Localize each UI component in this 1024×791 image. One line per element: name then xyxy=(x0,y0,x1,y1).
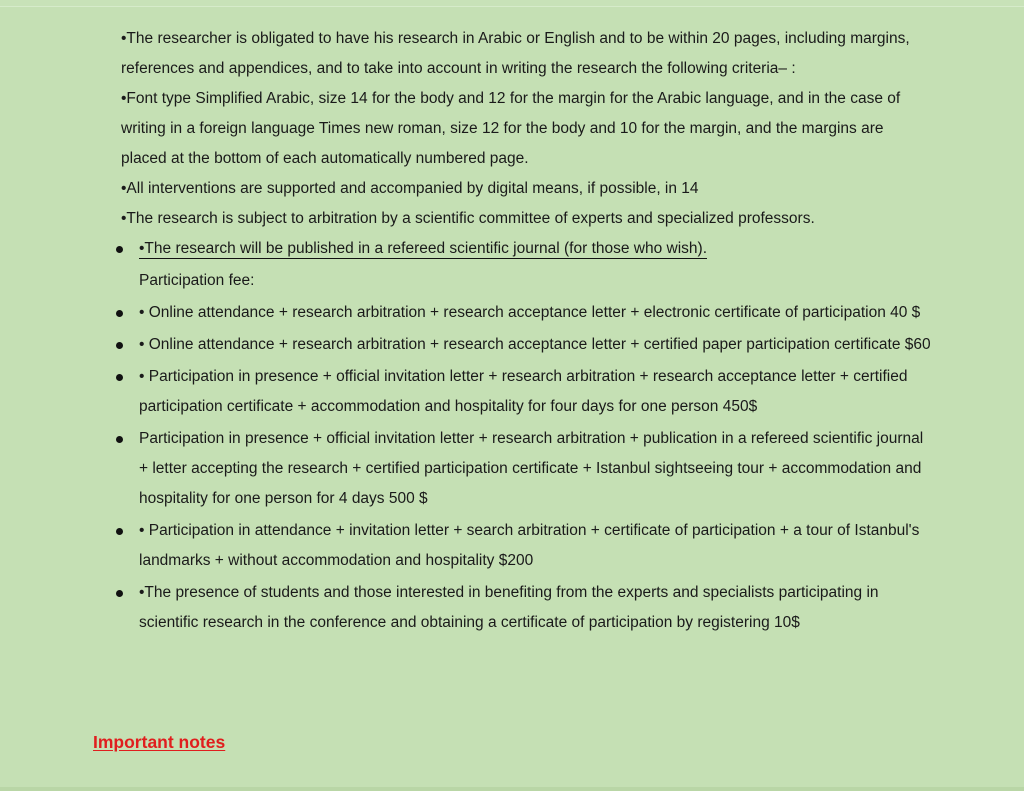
list-item-fee-presence-500 xyxy=(112,424,932,514)
requirement-length: •The researcher is obligated to have his research in Arabic or English and to be within 20 pages, including margins, references and appendices, and to take into account in writing the research the following criteria– : xyxy=(121,30,910,77)
important-notes-heading: Important notes xyxy=(93,732,226,752)
bullet-icon xyxy=(116,246,123,253)
fees-list xyxy=(112,234,932,640)
list-item-publication xyxy=(112,234,932,264)
fee-online-paper-text: • Online attendance + research arbitration + research acceptance letter + certified paper participation certificate $60 xyxy=(139,336,931,353)
bullet-icon xyxy=(116,590,123,597)
fee-students-10-text: •The presence of students and those interested in benefiting from the experts and specialists participating in scientific research in the conference and obtaining a certificate of participation by registering 10$ xyxy=(139,584,879,631)
page-bottom-border xyxy=(0,787,1024,791)
participation-fee-heading: Participation fee: xyxy=(139,272,255,289)
page-top-border xyxy=(0,0,1024,7)
list-item-fee-online-electronic xyxy=(112,298,932,328)
publication-text: •The research will be published in a refereed scientific journal (for those who wish). xyxy=(139,240,708,257)
fee-online-electronic-text: • Online attendance + research arbitration + research acceptance letter + electronic certificate of participation 40 $ xyxy=(139,304,921,321)
fee-presence-500-text: Participation in presence + official invitation letter + research arbitration + publication in a refereed scientific journal + letter accepting the research + certified participation certificate + Istanbul sightseeing tour + accommodation and hospitality for one person for 4 days 500 $ xyxy=(139,430,924,507)
bullet-icon xyxy=(116,342,123,349)
bullet-icon xyxy=(116,374,123,381)
requirement-arbitration: •The research is subject to arbitration by a scientific committee of experts and specialized professors. xyxy=(121,210,815,227)
bullet-icon xyxy=(116,528,123,535)
bullet-icon xyxy=(116,436,123,443)
fee-attendance-200-text: • Participation in attendance + invitation letter + search arbitration + certificate of participation + a tour of Istanbul's landmarks + without accommodation and hospitality $200 xyxy=(139,522,920,569)
list-item-fee-presence-450 xyxy=(112,362,932,422)
requirement-font: •Font type Simplified Arabic, size 14 for the body and 12 for the margin for the Arabic language, and in the case of writing in a foreign language Times new roman, size 12 for the body and 10 for the margin, and the margins are placed at the bottom of each automatically numbered page. xyxy=(121,90,901,167)
list-item-fee-heading xyxy=(112,266,932,296)
requirements-section xyxy=(116,24,916,234)
bullet-icon xyxy=(116,310,123,317)
list-item-fee-attendance-200 xyxy=(112,516,932,576)
fee-presence-450-text: • Participation in presence + official invitation letter + research arbitration + research acceptance letter + certified participation certificate + accommodation and hospitality for four days for one person 450$ xyxy=(139,368,908,415)
requirement-digital-means: •All interventions are supported and accompanied by digital means, if possible, in 14 xyxy=(121,180,699,197)
list-item-fee-online-paper xyxy=(112,330,932,360)
list-item-fee-students-10 xyxy=(112,578,932,638)
